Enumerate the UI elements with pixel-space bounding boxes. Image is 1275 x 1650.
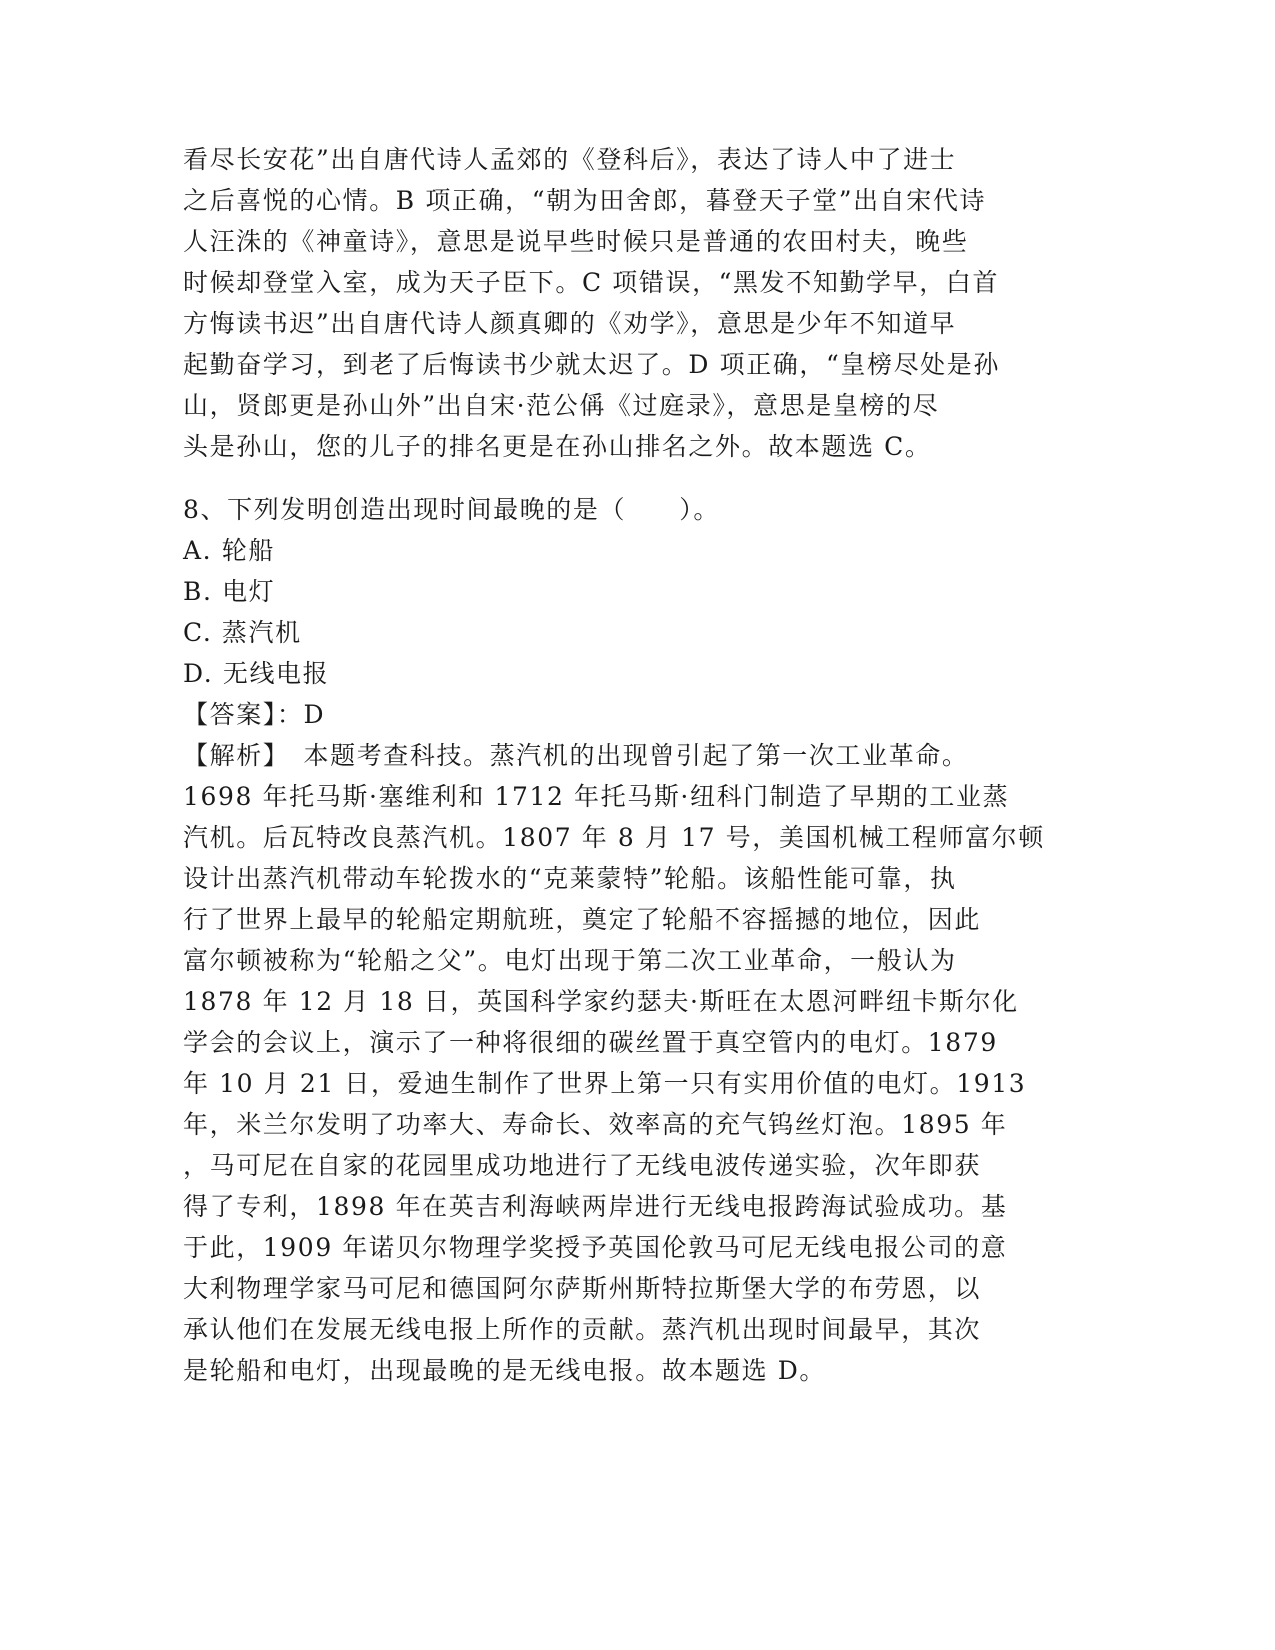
explanation-line: 【解析】 本题考查科技。蒸汽机的出现曾引起了第一次工业革命。: [183, 741, 969, 770]
option-a: A. 轮船: [183, 536, 275, 565]
prev-explanation-line: 看尽长安花”出自唐代诗人孟郊的《登科后》，表达了诗人中了进士: [183, 145, 957, 174]
prev-explanation-line: 起勤奋学习，到老了后悔读书少就太迟了。D 项正确，“皇榜尽处是孙: [183, 350, 1000, 379]
explanation-line: 于此，1909 年诺贝尔物理学奖授予英国伦敦马可尼无线电报公司的意: [183, 1233, 1008, 1262]
explanation-line: 学会的会议上，演示了一种将很细的碳丝置于真空管内的电灯。1879: [183, 1028, 998, 1057]
explanation-line: 汽机。后瓦特改良蒸汽机。1807 年 8 月 17 号，美国机械工程师富尔顿: [183, 823, 1045, 852]
prev-explanation-line: 之后喜悦的心情。B 项正确，“朝为田舍郎，暮登天子堂”出自宋代诗: [183, 186, 987, 215]
answer-line: 【答案】：D: [183, 700, 326, 729]
prev-explanation-line: 方悔读书迟”出自唐代诗人颜真卿的《劝学》，意思是少年不知道早: [183, 309, 957, 338]
explanation-line: 是轮船和电灯，出现最晚的是无线电报。故本题选 D。: [183, 1356, 826, 1385]
explanation-line: 1698 年托马斯·塞维利和 1712 年托马斯·纽科门制造了早期的工业蒸: [183, 782, 1010, 811]
option-d: D. 无线电报: [183, 659, 330, 688]
explanation-line: 富尔顿被称为“轮船之父”。电灯出现于第二次工业革命，一般认为: [183, 946, 957, 975]
explanation-line: 得了专利，1898 年在英吉利海峡两岸进行无线电报跨海试验成功。基: [183, 1192, 1008, 1221]
question-stem: 8、下列发明创造出现时间最晚的是（ ）。: [183, 495, 721, 524]
prev-explanation-line: 时候却登堂入室，成为天子臣下。C 项错误，“黑发不知勤学早，白首: [183, 268, 1000, 297]
option-c: C. 蒸汽机: [183, 618, 302, 647]
option-b: B. 电灯: [183, 577, 276, 606]
prev-explanation-line: 头是孙山，您的儿子的排名更是在孙山排名之外。故本题选 C。: [183, 432, 932, 461]
explanation-line: 行了世界上最早的轮船定期航班，奠定了轮船不容摇撼的地位，因此: [183, 905, 982, 934]
explanation-line: 承认他们在发展无线电报上所作的贡献。蒸汽机出现时间最早，其次: [183, 1315, 982, 1344]
explanation-line: 1878 年 12 月 18 日，英国科学家约瑟夫·斯旺在太恩河畔纽卡斯尔化: [183, 987, 1019, 1016]
explanation-line: 大利物理学家马可尼和德国阿尔萨斯州斯特拉斯堡大学的布劳恩，以: [183, 1274, 982, 1303]
explanation-line: 设计出蒸汽机带动车轮拨水的“克莱蒙特”轮船。该船性能可靠，执: [183, 864, 957, 893]
prev-explanation-line: 山，贤郎更是孙山外”出自宋·范公偁《过庭录》，意思是皇榜的尽: [183, 391, 940, 420]
explanation-line: 年 10 月 21 日，爱迪生制作了世界上第一只有实用价值的电灯。1913: [183, 1069, 1027, 1098]
prev-explanation-line: 人汪洙的《神童诗》，意思是说早些时候只是普通的农田村夫，晚些: [183, 227, 969, 256]
explanation-line: ，马可尼在自家的花园里成功地进行了无线电波传递实验，次年即获: [183, 1151, 982, 1180]
explanation-line: 年，米兰尔发明了功率大、寿命长、效率高的充气钨丝灯泡。1895 年: [183, 1110, 1008, 1139]
